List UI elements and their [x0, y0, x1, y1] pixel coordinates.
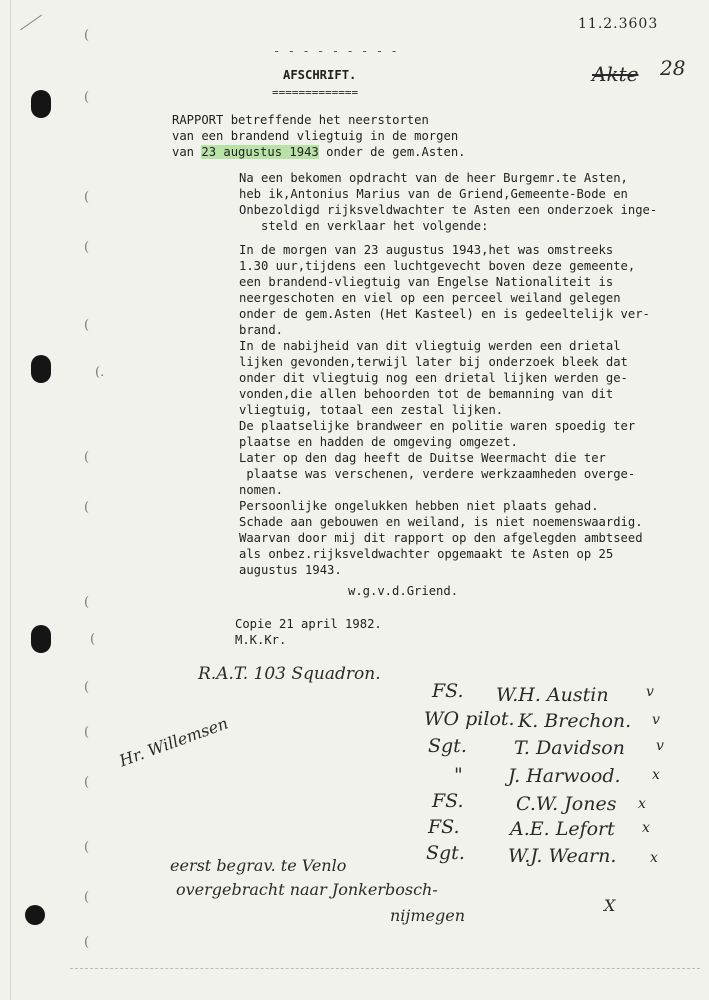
punch-hole	[31, 625, 51, 653]
intro-line: steld en verklaar het volgende:	[239, 219, 489, 233]
subject-line-3	[172, 145, 466, 160]
crew-mark: x	[650, 850, 658, 866]
crew-rank: WO pilot.	[424, 708, 515, 730]
crew-rank: FS.	[432, 680, 464, 702]
body-line: als onbez.rijksveldwachter opgemaakt te Asten op 25	[239, 547, 614, 561]
binder-ring-mark: (	[84, 500, 90, 515]
final-mark: X	[604, 896, 616, 915]
body-line: plaatse en hadden de omgeving omgezet.	[239, 435, 518, 449]
document-title: AFSCHRIFT.	[283, 68, 357, 82]
crew-name: J. Harwood.	[508, 765, 621, 787]
typed-signature: w.g.v.d.Griend.	[348, 584, 459, 598]
punch-hole	[31, 355, 51, 383]
intro-line: heb ik,Antonius Marius van de Griend,Gemeente-Bode en	[239, 187, 628, 201]
body-line: onder de gem.Asten (Het Kasteel) en is gedeeltelijk ver-	[239, 307, 650, 321]
punch-hole	[25, 905, 45, 925]
crew-rank: Sgt.	[426, 842, 465, 864]
side-note: Hr. Willemsen	[116, 713, 231, 771]
archive-code: 11.2.3603	[578, 16, 659, 32]
binder-ring-mark: (	[84, 890, 90, 905]
crew-name: T. Davidson	[514, 737, 625, 759]
body-line: plaatse was verschenen, verdere werkzaamheden overge-	[239, 467, 636, 481]
header-dashes: - - - - - - - - -	[273, 44, 398, 58]
crew-mark: v	[656, 738, 664, 754]
copy-initials: M.K.Kr.	[235, 633, 287, 647]
body-line: onder dit vliegtuig nog een drietal lijken werden ge-	[239, 371, 628, 385]
pencil-mark	[20, 15, 42, 31]
body-line: brand.	[239, 323, 284, 337]
binder-ring-mark: (	[84, 595, 90, 610]
binder-ring-mark: (	[84, 450, 90, 465]
crew-name: K. Brechon.	[518, 710, 632, 732]
subject-line-3-post: onder de gem.Asten.	[318, 145, 466, 159]
crew-name: W.H. Austin	[496, 684, 609, 706]
highlighted-date: 23 augustus 1943	[201, 145, 319, 159]
binder-ring-mark: (	[84, 318, 90, 333]
body-line: In de morgen van 23 augustus 1943,het was omstreeks	[239, 243, 614, 257]
folio-prefix: Akte	[592, 62, 639, 86]
body-line: lijken gevonden,terwijl later bij onderzoek bleek dat	[239, 355, 628, 369]
binder-ring-mark: (	[84, 240, 90, 255]
copy-date: Copie 21 april 1982.	[235, 617, 382, 631]
crew-rank: "	[454, 764, 463, 786]
intro-line: Onbezoldigd rijksveldwachter te Asten een onderzoek inge-	[239, 203, 658, 217]
subject-line-2: van een brandend vliegtuig in de morgen	[172, 129, 459, 143]
crew-name: W.J. Wearn.	[508, 845, 617, 867]
body-line: nomen.	[239, 483, 284, 497]
binder-ring-mark: (	[84, 190, 90, 205]
binder-ring-mark: (	[84, 725, 90, 740]
burial-note-line-3: nijmegen	[390, 906, 466, 925]
squadron-heading: R.A.T. 103 Squadron.	[198, 664, 381, 684]
burial-note-line-1: eerst begrav. te Venlo	[170, 856, 347, 875]
binder-ring-mark: (	[84, 775, 90, 790]
punch-hole	[31, 90, 51, 118]
subject-line-1: RAPPORT betreffende het neerstorten	[172, 113, 429, 127]
crew-mark: x	[652, 767, 660, 783]
body-line: Schade aan gebouwen en weiland, is niet noemenswaardig.	[239, 515, 643, 529]
title-underline: =============	[272, 86, 359, 99]
binder-ring-mark: (	[90, 632, 96, 647]
body-line: augustus 1943.	[239, 563, 342, 577]
binder-ring-mark: (	[84, 840, 90, 855]
crew-rank: Sgt.	[428, 735, 467, 757]
body-line: In de nabijheid van dit vliegtuig werden een drietal	[239, 339, 621, 353]
body-line: De plaatselijke brandweer en politie waren spoedig ter	[239, 419, 636, 433]
binder-ring-mark: (	[84, 90, 90, 105]
crew-rank: FS.	[428, 816, 460, 838]
bottom-dashed-line	[70, 968, 700, 969]
intro-line: Na een bekomen opdracht van de heer Burgemr.te Asten,	[239, 171, 628, 185]
crew-name: A.E. Lefort	[510, 818, 615, 840]
binder-ring-mark: (	[84, 680, 90, 695]
body-line: neergeschoten en viel op een perceel weiland gelegen	[239, 291, 621, 305]
crew-mark: x	[642, 820, 650, 836]
binder-ring-mark: (.	[95, 365, 105, 380]
crew-rank: FS.	[432, 790, 464, 812]
folio-number: 28	[660, 56, 686, 80]
body-line: Persoonlijke ongelukken hebben niet plaats gehad.	[239, 499, 599, 513]
body-line: Later op den dag heeft de Duitse Weermacht die ter	[239, 451, 606, 465]
crew-mark: v	[646, 684, 654, 700]
body-line: vonden,die allen behoorden tot de bemanning van dit	[239, 387, 614, 401]
subject-line-3-pre: van	[172, 145, 202, 159]
body-line: 1.30 uur,tijdens een luchtgevecht boven deze gemeente,	[239, 259, 636, 273]
crew-name: C.W. Jones	[516, 793, 617, 815]
burial-note-line-2: overgebracht naar Jonkerbosch-	[176, 880, 438, 899]
crew-mark: v	[652, 712, 660, 728]
binder-ring-mark: (	[84, 28, 90, 43]
body-line: een brandend-vliegtuig van Engelse Nationaliteit is	[239, 275, 614, 289]
body-line: vliegtuig, totaal een zestal lijken.	[239, 403, 504, 417]
binder-ring-mark: (	[84, 935, 90, 950]
page-edge	[10, 0, 11, 1000]
crew-mark: x	[638, 796, 646, 812]
body-line: Waarvan door mij dit rapport op den afgelegden ambtseed	[239, 531, 643, 545]
